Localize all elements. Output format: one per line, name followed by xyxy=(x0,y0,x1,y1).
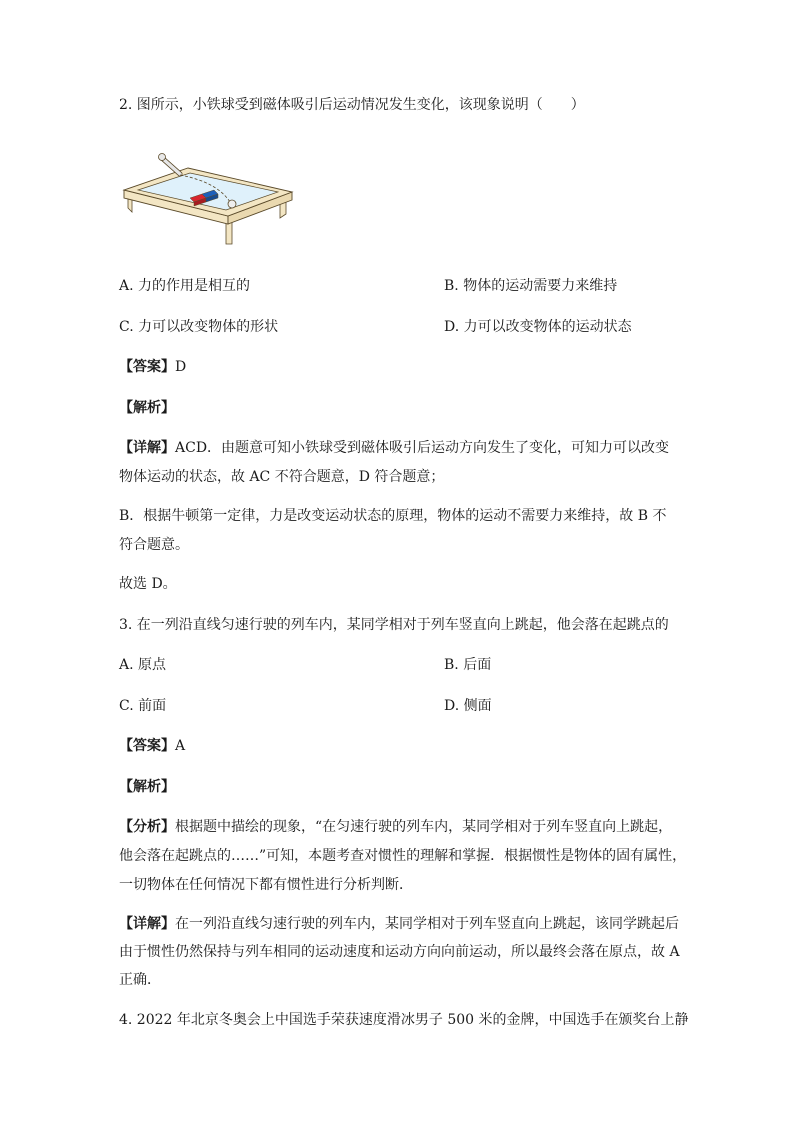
q2-analysis-tag: 【解析】 xyxy=(119,400,175,416)
detail-text: 在一列沿直线匀速行驶的列车内，某同学相对于列车竖直向上跳起，该同学跳起后 xyxy=(175,916,679,932)
q3-detail-line-2: 由于惯性仍然保持与列车相同的运动速度和运动方向向前运动，所以最终会落在原点，故 A xyxy=(119,944,680,960)
detail-tag: 【详解】 xyxy=(119,916,175,932)
q3-detail-line-1 xyxy=(119,914,679,934)
q2-option-b: B. 物体的运动需要力来维持 xyxy=(444,278,618,294)
analysis-text: 根据题中描绘的现象，“在匀速行驶的列车内，某同学相对于列车竖直向上跳起， xyxy=(175,819,673,835)
q3-option-c: C. 前面 xyxy=(119,698,167,714)
q3-analysis-line-3: 一切物体在任何情况下都有惯性进行分析判断． xyxy=(119,877,413,893)
q3-stem: 3. 在一列沿直线匀速行驶的列车内，某同学相对于列车竖直向上跳起，他会落在起跳点的 xyxy=(119,617,669,633)
q2-detail-line-3: B．根据牛顿第一定律，力是改变运动状态的原理，物体的运动不需要力来维持，故 B 不 xyxy=(119,508,667,524)
q2-conclusion: 故选 D。 xyxy=(119,576,177,592)
q3-option-d: D. 侧面 xyxy=(444,698,492,714)
q2-detail-line-2: 物体运动的状态，故 AC 不符合题意，D 符合题意； xyxy=(119,469,445,485)
q3-analysis-line-1 xyxy=(119,817,672,837)
answer-value: A xyxy=(175,738,186,754)
q2-option-c: C. 力可以改变物体的形状 xyxy=(119,319,279,335)
answer-tag: 【答案】 xyxy=(119,738,175,754)
q3-analysis-tag: 【解析】 xyxy=(119,779,175,795)
detail-tag: 【详解】 xyxy=(119,440,175,456)
iron-ball-magnet-figure xyxy=(122,150,294,246)
q3-option-a: A. 原点 xyxy=(119,657,167,673)
q3-detail-line-3: 正确． xyxy=(119,972,161,988)
answer-tag: 【答案】 xyxy=(119,359,175,375)
detail-text: ACD．由题意可知小铁球受到磁体吸引后运动方向发生了变化，可知力可以改变 xyxy=(175,440,670,456)
q2-option-d: D. 力可以改变物体的运动状态 xyxy=(444,319,632,335)
q2-stem: 2. 图所示，小铁球受到磁体吸引后运动情况发生变化，该现象说明（ ） xyxy=(119,97,585,113)
q2-detail-line-1 xyxy=(119,438,669,458)
q3-analysis-line-2: 他会落在起跳点的……”可知，本题考查对惯性的理解和掌握．根据惯性是物体的固有属性， xyxy=(119,848,687,864)
q4-stem: 4. 2022 年北京冬奥会上中国选手荣获速度滑冰男子 500 米的金牌，中国选手在颁奖台上静 xyxy=(119,1012,689,1028)
answer-value: D xyxy=(175,359,187,375)
q3-option-b: B. 后面 xyxy=(444,657,492,673)
q2-option-a: A. 力的作用是相互的 xyxy=(119,278,251,294)
analysis-sub-tag: 【分析】 xyxy=(119,819,175,835)
q2-detail-line-4: 符合题意。 xyxy=(119,537,189,553)
q3-answer xyxy=(119,736,185,756)
q2-answer xyxy=(119,357,186,377)
